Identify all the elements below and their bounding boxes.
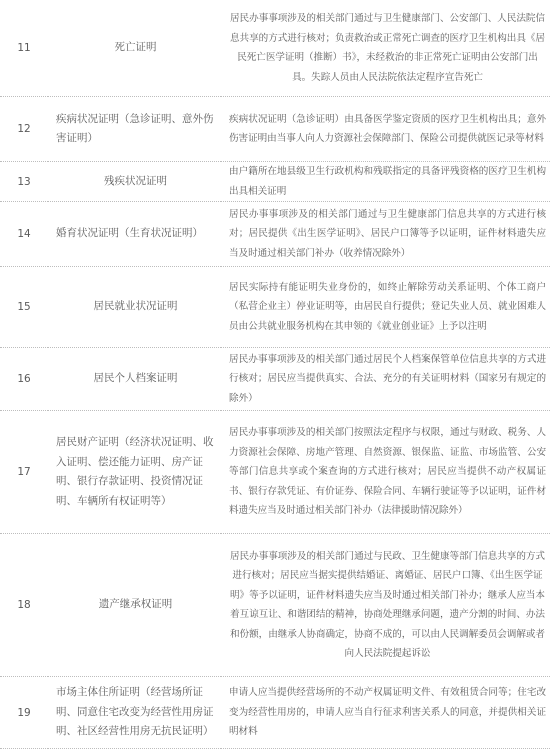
table-row: [0, 677, 550, 749]
row-number: 17: [0, 411, 48, 534]
certificate-handling: 居民办事事项涉及的相关部门按照法定程序与权限，通过与财政、税务、人力资源社会保障、房地产管理、自然资源、银保监、证监、市场监管、公安等部门信息共享或个案查询的方式进行核对；居民应当提供不动产权属证书、银行存款凭证、有价证券、保险合同、车辆行驶证等予以证明，证件材料遗失应当及时通过相关部门补办（法律援助情况除外）: [221, 411, 550, 534]
table-row: [0, 202, 550, 267]
table-row: [0, 0, 550, 97]
certificate-handling: 由户籍所在地县级卫生行政机构和残联指定的具备评残资格的医疗卫生机构出具相关证明: [221, 162, 550, 202]
table-row: [0, 411, 550, 534]
certificate-handling: 居民办事事项涉及的相关部门通过与卫生健康部门信息共享的方式进行核对；居民提供《出生医学证明》、居民户口簿等予以证明，证件材料遗失应当及时通过相关部门补办（收养情况除外）: [221, 202, 550, 267]
certificate-name: 居民财产证明（经济状况证明、收入证明、偿还能力证明、房产证明、银行存款证明、投资情况证明、车辆所有权证明等）: [48, 411, 221, 534]
certificate-name: 残疾状况证明: [48, 162, 221, 202]
row-number: 11: [0, 0, 48, 97]
certificate-handling: 居民实际持有能证明失业身份的，如终止解除劳动关系证明、个体工商户（私营企业主）停业证明等，由居民自行提供；登记失业人员、就业困难人员由公共就业服务机构在其申领的《就业创业证》上予以注明: [221, 267, 550, 348]
certificate-name: 遗产继承权证明: [48, 534, 221, 677]
row-number: 15: [0, 267, 48, 348]
row-number: 12: [0, 97, 48, 162]
certificate-handling: 疾病状况证明（急诊证明）由具备医学鉴定资质的医疗卫生机构出具；意外伤害证明由当事人向人力资源社会保障部门、保险公司提供就医记录等材料: [221, 97, 550, 162]
table-row: [0, 162, 550, 202]
row-number: 19: [0, 677, 48, 749]
table-row: [0, 97, 550, 162]
certificate-name: 市场主体住所证明（经营场所证明、同意住宅改变为经营性用房证明、社区经营性用房无抗民证明）: [48, 677, 221, 749]
certificate-name: 居民个人档案证明: [48, 348, 221, 411]
table-row: [0, 534, 550, 677]
certificate-handling: 居民办事事项涉及的相关部门通过与民政、卫生健康等部门信息共享的方式进行核对；居民应当据实提供结婚证、离婚证、居民户口簿、《出生医学证明》等予以证明，证件材料遗失应当及时通过相关部门补办；继承人应当本着互谅互让、和谐团结的精神，协商处理继承问题，遗产分割的时间、办法和份额，由继承人协商确定，协商不成的，可以由人民调解委员会调解或者向人民法院提起诉讼: [221, 534, 550, 677]
table-row: [0, 267, 550, 348]
certificate-handling: 居民办事事项涉及的相关部门通过与卫生健康部门、公安部门、人民法院信息共享的方式进行核对；负责救治或正常死亡调查的医疗卫生机构出具《居民死亡医学证明（推断）书》，未经救治的非正常死亡证明由公安部门出具。失踪人员由人民法院依法定程序宣告死亡: [221, 0, 550, 97]
row-number: 13: [0, 162, 48, 202]
certificate-handling: 居民办事事项涉及的相关部门通过居民个人档案保管单位信息共享的方式进行核对；居民应当提供真实、合法、充分的有关证明材料（国家另有规定的除外）: [221, 348, 550, 411]
row-number: 18: [0, 534, 48, 677]
row-number: 16: [0, 348, 48, 411]
certificate-name: 居民就业状况证明: [48, 267, 221, 348]
table-row: [0, 348, 550, 411]
certificate-name: 疾病状况证明（急诊证明、意外伤害证明）: [48, 97, 221, 162]
certificate-name: 婚育状况证明（生育状况证明）: [48, 202, 221, 267]
row-number: 14: [0, 202, 48, 267]
certificate-name: 死亡证明: [48, 0, 221, 97]
certificate-handling: 申请人应当提供经营场所的不动产权属证明文件、有效租赁合同等；住宅改变为经营性用房的，申请人应当自行征求利害关系人的同意，并提供相关证明材料: [221, 677, 550, 749]
